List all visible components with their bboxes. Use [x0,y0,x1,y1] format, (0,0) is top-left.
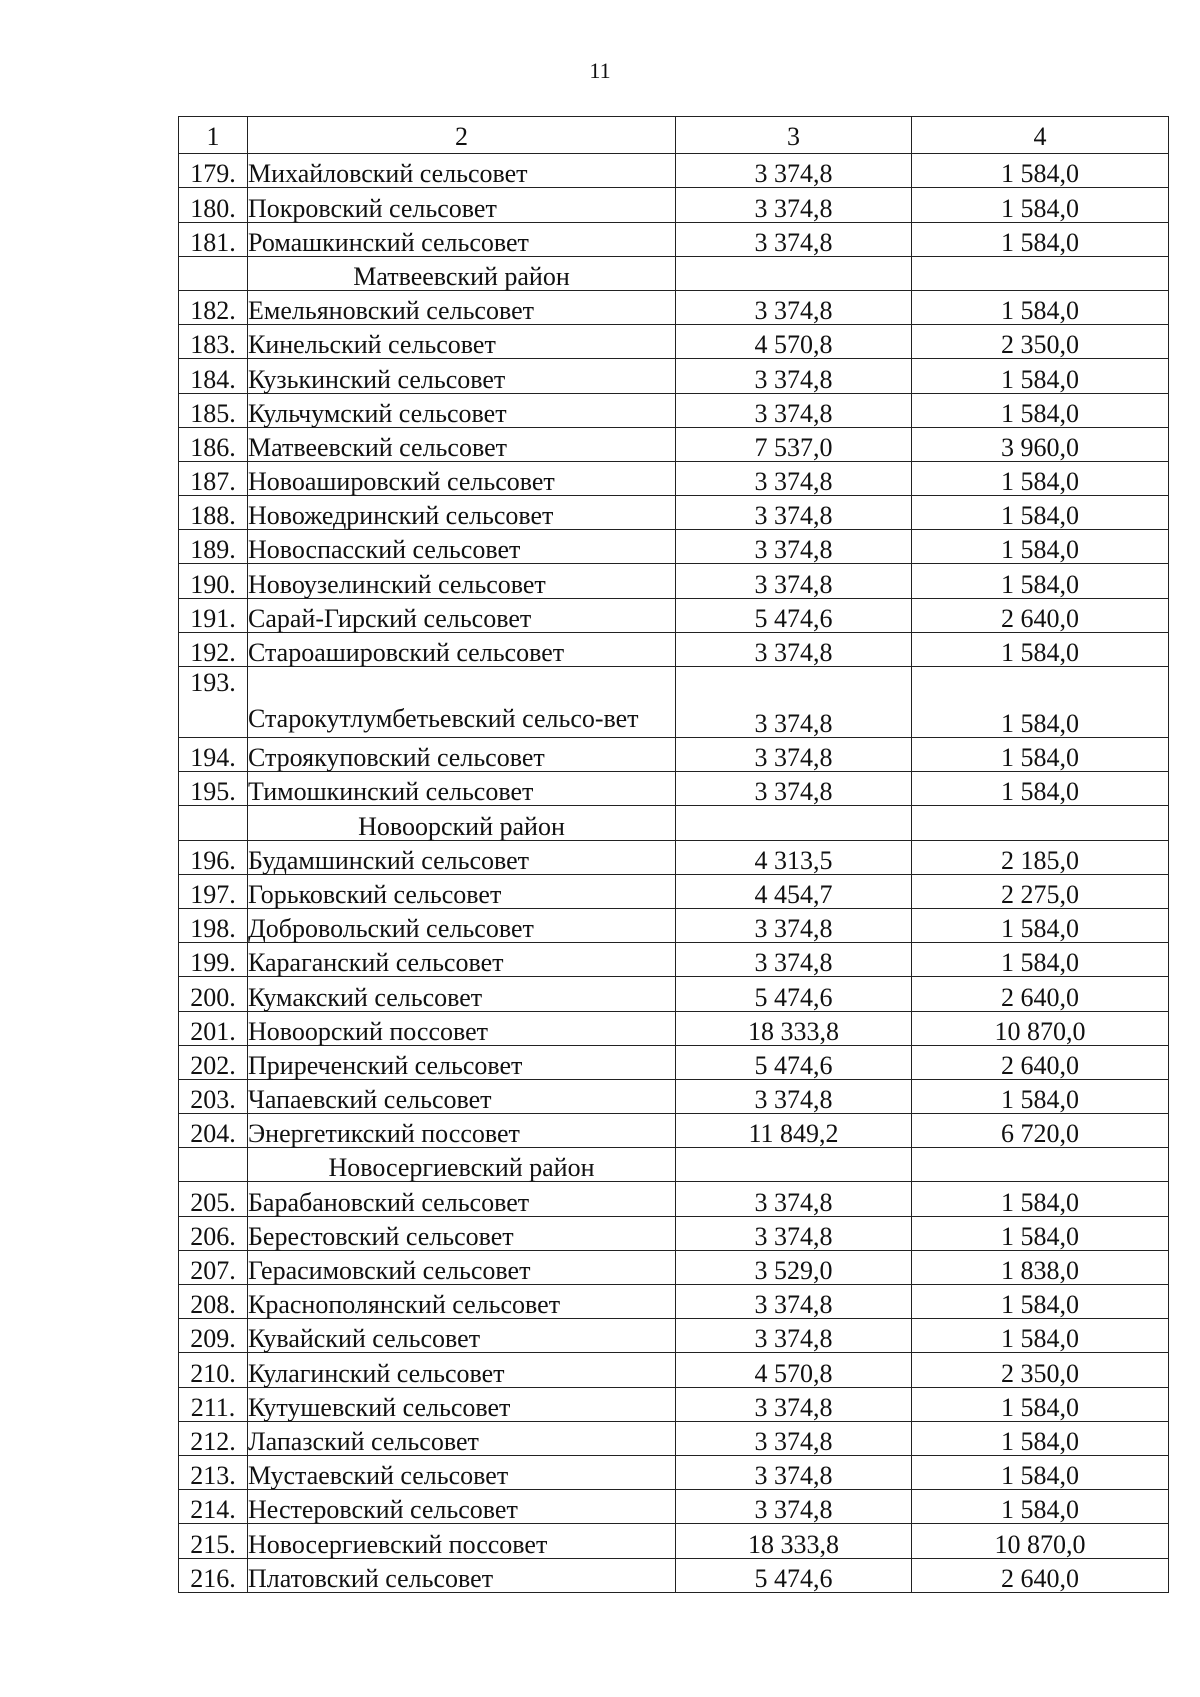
municipality-name: Барабановский сельсовет [248,1182,676,1216]
value-col-3: 3 374,8 [676,738,912,772]
value-col-3: 3 374,8 [676,1387,912,1421]
table-row [179,1353,1169,1387]
table-row [179,943,1169,977]
value-col-4: 1 584,0 [912,359,1169,393]
header-cell-2: 2 [248,117,676,154]
table-row [179,1387,1169,1421]
section-title: Новосергиевский район [248,1148,676,1182]
value-col-3: 3 374,8 [676,772,912,806]
municipality-name: Покровский сельсовет [248,188,676,222]
table-row [179,188,1169,222]
value-col-3: 3 374,8 [676,1319,912,1353]
value-col-4: 2 350,0 [912,1353,1169,1387]
row-number: 181. [179,222,248,256]
value-col-3: 3 374,8 [676,188,912,222]
table-row [179,393,1169,427]
municipality-name: Краснополянский сельсовет [248,1285,676,1319]
table-row [179,908,1169,942]
table-row [179,840,1169,874]
municipality-name: Новоашировский сельсовет [248,461,676,495]
row-number: 213. [179,1455,248,1489]
value-col-4: 1 584,0 [912,738,1169,772]
municipality-name: Сарай-Гирский сельсовет [248,598,676,632]
value-col-3: 4 454,7 [676,874,912,908]
section-num-cell [179,256,248,290]
section-num-cell [179,1148,248,1182]
municipality-name: Караганский сельсовет [248,943,676,977]
municipality-name: Новоспасский сельсовет [248,530,676,564]
value-col-4: 1 584,0 [912,943,1169,977]
municipality-name: Кумакский сельсовет [248,977,676,1011]
municipality-name: Емельяновский сельсовет [248,290,676,324]
table-row [179,222,1169,256]
value-col-4: 1 584,0 [912,632,1169,666]
value-col-4: 10 870,0 [912,1524,1169,1558]
row-number: 215. [179,1524,248,1558]
municipality-name: Кулагинский сельсовет [248,1353,676,1387]
municipality-name: Кувайский сельсовет [248,1319,676,1353]
section-empty-cell [676,256,912,290]
table-row [179,1455,1169,1489]
row-number: 187. [179,461,248,495]
row-number: 205. [179,1182,248,1216]
table-row [179,1524,1169,1558]
municipality-name: Кузькинский сельсовет [248,359,676,393]
municipality-name: Строякуповский сельсовет [248,738,676,772]
table-row [179,1285,1169,1319]
value-col-3: 5 474,6 [676,1558,912,1592]
table-row [179,738,1169,772]
value-col-4: 2 640,0 [912,1045,1169,1079]
page-number: 11 [589,58,611,83]
row-number: 182. [179,290,248,324]
row-number: 196. [179,840,248,874]
value-col-4: 1 584,0 [912,1490,1169,1524]
row-number: 201. [179,1011,248,1045]
value-col-3: 3 374,8 [676,667,912,738]
value-col-3: 3 374,8 [676,393,912,427]
section-num-cell [179,806,248,840]
row-number: 207. [179,1250,248,1284]
table-row [179,874,1169,908]
allocation-table [178,116,1169,1593]
value-col-3: 3 374,8 [676,530,912,564]
table-row [179,1558,1169,1592]
value-col-4: 1 584,0 [912,188,1169,222]
value-col-4: 1 584,0 [912,667,1169,738]
value-col-3: 3 374,8 [676,1182,912,1216]
row-number: 214. [179,1490,248,1524]
value-col-4: 1 584,0 [912,1421,1169,1455]
value-col-3: 3 374,8 [676,908,912,942]
value-col-4: 1 584,0 [912,530,1169,564]
municipality-name: Кутушевский сельсовет [248,1387,676,1421]
row-number: 199. [179,943,248,977]
table-row [179,1250,1169,1284]
municipality-name: Кинельский сельсовет [248,325,676,359]
value-col-4: 1 584,0 [912,564,1169,598]
row-number: 190. [179,564,248,598]
section-row [179,256,1169,290]
header-cell-4: 4 [912,117,1169,154]
table-row [179,154,1169,188]
row-number: 211. [179,1387,248,1421]
row-number: 184. [179,359,248,393]
municipality-name: Новосергиевский поссовет [248,1524,676,1558]
municipality-name: Мустаевский сельсовет [248,1455,676,1489]
municipality-name: Матвеевский сельсовет [248,427,676,461]
municipality-name: Лапазский сельсовет [248,1421,676,1455]
table-body [179,117,1169,1593]
value-col-3: 3 374,8 [676,1079,912,1113]
value-col-4: 1 584,0 [912,772,1169,806]
municipality-name: Берестовский сельсовет [248,1216,676,1250]
table-row [179,1079,1169,1113]
value-col-3: 3 374,8 [676,1421,912,1455]
value-col-4: 1 584,0 [912,1182,1169,1216]
section-empty-cell [676,806,912,840]
section-title: Матвеевский район [248,256,676,290]
table-row [179,1045,1169,1079]
value-col-4: 2 640,0 [912,977,1169,1011]
section-empty-cell [912,806,1169,840]
table-row [179,1421,1169,1455]
value-col-3: 3 374,8 [676,1216,912,1250]
row-number: 183. [179,325,248,359]
row-number: 204. [179,1114,248,1148]
table-row [179,1182,1169,1216]
municipality-name: Платовский сельсовет [248,1558,676,1592]
value-col-4: 1 584,0 [912,1285,1169,1319]
table-row [179,564,1169,598]
value-col-4: 1 584,0 [912,1319,1169,1353]
table-row [179,496,1169,530]
row-number: 191. [179,598,248,632]
value-col-3: 4 570,8 [676,1353,912,1387]
municipality-name: Новоузелинский сельсовет [248,564,676,598]
table-row [179,1490,1169,1524]
municipality-name: Будамшинский сельсовет [248,840,676,874]
row-number: 195. [179,772,248,806]
municipality-name: Добровольский сельсовет [248,908,676,942]
value-col-3: 3 374,8 [676,496,912,530]
row-number: 198. [179,908,248,942]
table-row [179,1216,1169,1250]
value-col-3: 4 570,8 [676,325,912,359]
section-row [179,1148,1169,1182]
municipality-name: Старокутлумбетьевский сельсо-вет [248,667,676,738]
value-col-3: 3 374,8 [676,564,912,598]
value-col-4: 1 838,0 [912,1250,1169,1284]
row-number: 208. [179,1285,248,1319]
value-col-4: 1 584,0 [912,222,1169,256]
value-col-4: 1 584,0 [912,393,1169,427]
table-row [179,461,1169,495]
header-cell-1: 1 [179,117,248,154]
municipality-name: Новожедринский сельсовет [248,496,676,530]
row-number: 210. [179,1353,248,1387]
value-col-3: 3 374,8 [676,290,912,324]
row-number: 180. [179,188,248,222]
value-col-4: 1 584,0 [912,1216,1169,1250]
row-number: 186. [179,427,248,461]
value-col-4: 1 584,0 [912,1079,1169,1113]
value-col-3: 3 374,8 [676,1490,912,1524]
value-col-4: 1 584,0 [912,290,1169,324]
table-row [179,427,1169,461]
value-col-3: 3 374,8 [676,632,912,666]
value-col-4: 2 640,0 [912,598,1169,632]
value-col-4: 1 584,0 [912,908,1169,942]
row-number: 206. [179,1216,248,1250]
value-col-3: 3 374,8 [676,461,912,495]
row-number: 189. [179,530,248,564]
table-row [179,632,1169,666]
municipality-name: Староашировский сельсовет [248,632,676,666]
row-number: 212. [179,1421,248,1455]
value-col-4: 1 584,0 [912,461,1169,495]
table-row [179,598,1169,632]
section-title: Новоорский район [248,806,676,840]
row-number: 197. [179,874,248,908]
row-number: 200. [179,977,248,1011]
value-col-3: 18 333,8 [676,1011,912,1045]
row-number: 194. [179,738,248,772]
section-empty-cell [912,256,1169,290]
value-col-4: 2 275,0 [912,874,1169,908]
value-col-3: 5 474,6 [676,977,912,1011]
value-col-4: 1 584,0 [912,1455,1169,1489]
value-col-4: 1 584,0 [912,496,1169,530]
row-number: 203. [179,1079,248,1113]
value-col-4: 3 960,0 [912,427,1169,461]
municipality-name: Кульчумский сельсовет [248,393,676,427]
table-header-row [179,117,1169,154]
value-col-3: 4 313,5 [676,840,912,874]
value-col-3: 3 374,8 [676,1285,912,1319]
value-col-3: 3 374,8 [676,943,912,977]
row-number: 179. [179,154,248,188]
section-empty-cell [912,1148,1169,1182]
value-col-4: 1 584,0 [912,1387,1169,1421]
header-cell-3: 3 [676,117,912,154]
table-row [179,290,1169,324]
row-number: 192. [179,632,248,666]
municipality-name: Энергетикский поссовет [248,1114,676,1148]
municipality-name: Новоорский поссовет [248,1011,676,1045]
municipality-name: Герасимовский сельсовет [248,1250,676,1284]
table-row [179,1011,1169,1045]
row-number: 209. [179,1319,248,1353]
value-col-3: 3 374,8 [676,222,912,256]
municipality-name: Горьковский сельсовет [248,874,676,908]
table-row [179,530,1169,564]
table-row [179,1319,1169,1353]
table-row [179,1114,1169,1148]
value-col-4: 6 720,0 [912,1114,1169,1148]
value-col-4: 10 870,0 [912,1011,1169,1045]
value-col-3: 5 474,6 [676,598,912,632]
value-col-3: 3 374,8 [676,154,912,188]
value-col-3: 11 849,2 [676,1114,912,1148]
municipality-name: Чапаевский сельсовет [248,1079,676,1113]
section-row [179,806,1169,840]
table-row [179,772,1169,806]
row-number: 202. [179,1045,248,1079]
municipality-name: Тимошкинский сельсовет [248,772,676,806]
municipality-name: Михайловский сельсовет [248,154,676,188]
value-col-3: 3 374,8 [676,359,912,393]
municipality-name: Приреченский сельсовет [248,1045,676,1079]
row-number: 216. [179,1558,248,1592]
value-col-3: 3 529,0 [676,1250,912,1284]
row-number: 188. [179,496,248,530]
table-row [179,325,1169,359]
municipality-name: Нестеровский сельсовет [248,1490,676,1524]
value-col-4: 1 584,0 [912,154,1169,188]
row-number: 185. [179,393,248,427]
value-col-4: 2 640,0 [912,1558,1169,1592]
value-col-4: 2 185,0 [912,840,1169,874]
municipality-name: Ромашкинский сельсовет [248,222,676,256]
row-number: 193. [179,667,248,738]
table-row [179,359,1169,393]
value-col-3: 3 374,8 [676,1455,912,1489]
section-empty-cell [676,1148,912,1182]
table-row [179,977,1169,1011]
value-col-3: 5 474,6 [676,1045,912,1079]
value-col-3: 18 333,8 [676,1524,912,1558]
table-row [179,667,1169,738]
value-col-3: 7 537,0 [676,427,912,461]
value-col-4: 2 350,0 [912,325,1169,359]
